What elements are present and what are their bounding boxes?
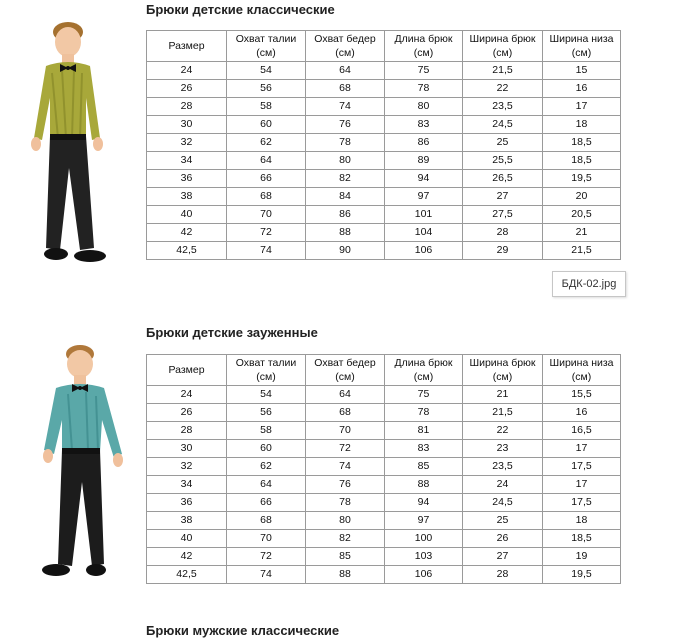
table-cell: 17 xyxy=(543,440,621,458)
table-cell: 22 xyxy=(463,80,543,98)
image-caption-badge[interactable]: БДК-02.jpg xyxy=(552,271,626,297)
table-cell: 18,5 xyxy=(543,152,621,170)
table-cell: 29 xyxy=(463,242,543,260)
table-cell: 21,5 xyxy=(463,404,543,422)
table-row xyxy=(147,224,621,242)
table-row xyxy=(147,440,621,458)
table-cell: 17 xyxy=(543,476,621,494)
table-cell: 74 xyxy=(227,242,306,260)
table-cell: 81 xyxy=(385,422,463,440)
table-cell: 78 xyxy=(385,80,463,98)
table-cell: 26 xyxy=(147,404,227,422)
table-cell: 75 xyxy=(385,62,463,80)
table-cell: 85 xyxy=(306,548,385,566)
table-row xyxy=(147,404,621,422)
table-row xyxy=(147,566,621,584)
table-cell: 36 xyxy=(147,494,227,512)
table-cell: 78 xyxy=(306,134,385,152)
column-header-width: Ширина брюк (см) xyxy=(463,355,543,386)
table-cell: 42 xyxy=(147,224,227,242)
table-cell: 28 xyxy=(463,224,543,242)
table-cell: 60 xyxy=(227,440,306,458)
table-row xyxy=(147,152,621,170)
table-cell: 68 xyxy=(227,188,306,206)
table-cell: 83 xyxy=(385,440,463,458)
table-cell: 42,5 xyxy=(147,242,227,260)
table-cell: 28 xyxy=(463,566,543,584)
table-cell: 32 xyxy=(147,134,227,152)
table-cell: 76 xyxy=(306,476,385,494)
photo-boy-classic xyxy=(22,18,132,266)
table-row xyxy=(147,188,621,206)
table-cell: 42,5 xyxy=(147,566,227,584)
size-table-classic xyxy=(146,30,621,260)
table-cell: 26 xyxy=(147,80,227,98)
table-cell: 23 xyxy=(463,440,543,458)
table-cell: 78 xyxy=(385,404,463,422)
table-cell: 21 xyxy=(543,224,621,242)
table-cell: 56 xyxy=(227,80,306,98)
table-cell: 89 xyxy=(385,152,463,170)
table-cell: 20,5 xyxy=(543,206,621,224)
table-cell: 94 xyxy=(385,170,463,188)
table-cell: 15 xyxy=(543,62,621,80)
table-row xyxy=(147,530,621,548)
table-row xyxy=(147,80,621,98)
table-row xyxy=(147,62,621,80)
table-cell: 70 xyxy=(227,530,306,548)
table-cell: 58 xyxy=(227,422,306,440)
table-cell: 88 xyxy=(306,566,385,584)
table-cell: 66 xyxy=(227,170,306,188)
table-cell: 58 xyxy=(227,98,306,116)
table-cell: 60 xyxy=(227,116,306,134)
table-cell: 23,5 xyxy=(463,458,543,476)
table-row xyxy=(147,512,621,530)
table-cell: 75 xyxy=(385,386,463,404)
table-cell: 56 xyxy=(227,404,306,422)
table-cell: 26 xyxy=(463,530,543,548)
table-cell: 72 xyxy=(306,440,385,458)
table-cell: 24 xyxy=(147,386,227,404)
table-cell: 21,5 xyxy=(543,242,621,260)
table-cell: 62 xyxy=(227,458,306,476)
table-cell: 86 xyxy=(385,134,463,152)
table-cell: 68 xyxy=(227,512,306,530)
table-cell: 38 xyxy=(147,512,227,530)
table-cell: 36 xyxy=(147,170,227,188)
table-cell: 17,5 xyxy=(543,494,621,512)
table-cell: 64 xyxy=(227,152,306,170)
table-row xyxy=(147,476,621,494)
table-cell: 16 xyxy=(543,404,621,422)
column-header-waist: Охват талии (см) xyxy=(227,355,306,386)
table-cell: 25,5 xyxy=(463,152,543,170)
table-row xyxy=(147,134,621,152)
column-header-size: Размер xyxy=(147,31,227,62)
table-row xyxy=(147,494,621,512)
table-cell: 40 xyxy=(147,530,227,548)
column-header-bottom-width: Ширина низа (см) xyxy=(543,355,621,386)
table-cell: 25 xyxy=(463,134,543,152)
table-cell: 76 xyxy=(306,116,385,134)
table-cell: 82 xyxy=(306,530,385,548)
column-header-size: Размер xyxy=(147,355,227,386)
table-cell: 42 xyxy=(147,548,227,566)
table-cell: 21,5 xyxy=(463,62,543,80)
table-cell: 34 xyxy=(147,152,227,170)
column-header-length: Длина брюк (см) xyxy=(385,355,463,386)
boy-skinny-illustration xyxy=(36,342,136,582)
table-cell: 22 xyxy=(463,422,543,440)
table-cell: 74 xyxy=(306,458,385,476)
table-cell: 84 xyxy=(306,188,385,206)
table-cell: 68 xyxy=(306,404,385,422)
table-cell: 78 xyxy=(306,494,385,512)
table-cell: 85 xyxy=(385,458,463,476)
table-cell: 40 xyxy=(147,206,227,224)
table-cell: 82 xyxy=(306,170,385,188)
column-header-width: Ширина брюк (см) xyxy=(463,31,543,62)
table-cell: 27 xyxy=(463,548,543,566)
table-cell: 88 xyxy=(306,224,385,242)
section-title-classic: Брюки детские классические xyxy=(146,2,335,17)
table-cell: 106 xyxy=(385,566,463,584)
column-header-waist: Охват талии (см) xyxy=(227,31,306,62)
table-cell: 54 xyxy=(227,386,306,404)
table-cell: 27 xyxy=(463,188,543,206)
table-cell: 68 xyxy=(306,80,385,98)
table-row xyxy=(147,386,621,404)
table-cell: 24,5 xyxy=(463,494,543,512)
table-cell: 34 xyxy=(147,476,227,494)
table-cell: 19 xyxy=(543,548,621,566)
table-cell: 72 xyxy=(227,224,306,242)
table-cell: 18 xyxy=(543,512,621,530)
table-cell: 64 xyxy=(306,386,385,404)
table-row xyxy=(147,458,621,476)
column-header-bottom-width: Ширина низа (см) xyxy=(543,31,621,62)
table-cell: 23,5 xyxy=(463,98,543,116)
table-cell: 25 xyxy=(463,512,543,530)
table-cell: 24,5 xyxy=(463,116,543,134)
table-cell: 18,5 xyxy=(543,134,621,152)
table-cell: 94 xyxy=(385,494,463,512)
table-cell: 24 xyxy=(463,476,543,494)
table-cell: 16,5 xyxy=(543,422,621,440)
table-cell: 106 xyxy=(385,242,463,260)
table-cell: 74 xyxy=(306,98,385,116)
table-cell: 70 xyxy=(306,422,385,440)
table-cell: 97 xyxy=(385,512,463,530)
table-cell: 19,5 xyxy=(543,566,621,584)
table-row xyxy=(147,548,621,566)
column-header-length: Длина брюк (см) xyxy=(385,31,463,62)
table-row xyxy=(147,170,621,188)
table-cell: 28 xyxy=(147,422,227,440)
table-row xyxy=(147,422,621,440)
table-header-row xyxy=(147,355,621,386)
table-row xyxy=(147,206,621,224)
table-cell: 18,5 xyxy=(543,530,621,548)
table-cell: 17,5 xyxy=(543,458,621,476)
photo-boy-skinny xyxy=(36,342,136,582)
table-cell: 100 xyxy=(385,530,463,548)
table-cell: 17 xyxy=(543,98,621,116)
table-cell: 101 xyxy=(385,206,463,224)
table-row xyxy=(147,98,621,116)
table-cell: 24 xyxy=(147,62,227,80)
table-cell: 83 xyxy=(385,116,463,134)
boy-classic-illustration xyxy=(22,18,132,266)
section-title-skinny: Брюки детские зауженные xyxy=(146,325,318,340)
table-cell: 54 xyxy=(227,62,306,80)
table-cell: 15,5 xyxy=(543,386,621,404)
table-cell: 90 xyxy=(306,242,385,260)
column-header-hips: Охват бедер (см) xyxy=(306,31,385,62)
table-row xyxy=(147,242,621,260)
table-cell: 72 xyxy=(227,548,306,566)
table-cell: 74 xyxy=(227,566,306,584)
table-cell: 27,5 xyxy=(463,206,543,224)
table-row xyxy=(147,116,621,134)
table-cell: 70 xyxy=(227,206,306,224)
table-cell: 62 xyxy=(227,134,306,152)
table-cell: 80 xyxy=(385,98,463,116)
table-cell: 28 xyxy=(147,98,227,116)
table-cell: 64 xyxy=(227,476,306,494)
table-cell: 26,5 xyxy=(463,170,543,188)
table-cell: 104 xyxy=(385,224,463,242)
table-cell: 86 xyxy=(306,206,385,224)
table-cell: 64 xyxy=(306,62,385,80)
table-cell: 80 xyxy=(306,152,385,170)
table-cell: 88 xyxy=(385,476,463,494)
table-cell: 66 xyxy=(227,494,306,512)
table-header-row xyxy=(147,31,621,62)
table-cell: 38 xyxy=(147,188,227,206)
table-cell: 21 xyxy=(463,386,543,404)
table-cell: 20 xyxy=(543,188,621,206)
table-cell: 30 xyxy=(147,116,227,134)
table-cell: 103 xyxy=(385,548,463,566)
size-table-skinny xyxy=(146,354,621,584)
table-cell: 16 xyxy=(543,80,621,98)
column-header-hips: Охват бедер (см) xyxy=(306,355,385,386)
table-cell: 80 xyxy=(306,512,385,530)
table-cell: 97 xyxy=(385,188,463,206)
table-cell: 18 xyxy=(543,116,621,134)
section-title-mens-classic: Брюки мужские классические xyxy=(146,623,340,638)
table-cell: 32 xyxy=(147,458,227,476)
table-cell: 19,5 xyxy=(543,170,621,188)
table-cell: 30 xyxy=(147,440,227,458)
